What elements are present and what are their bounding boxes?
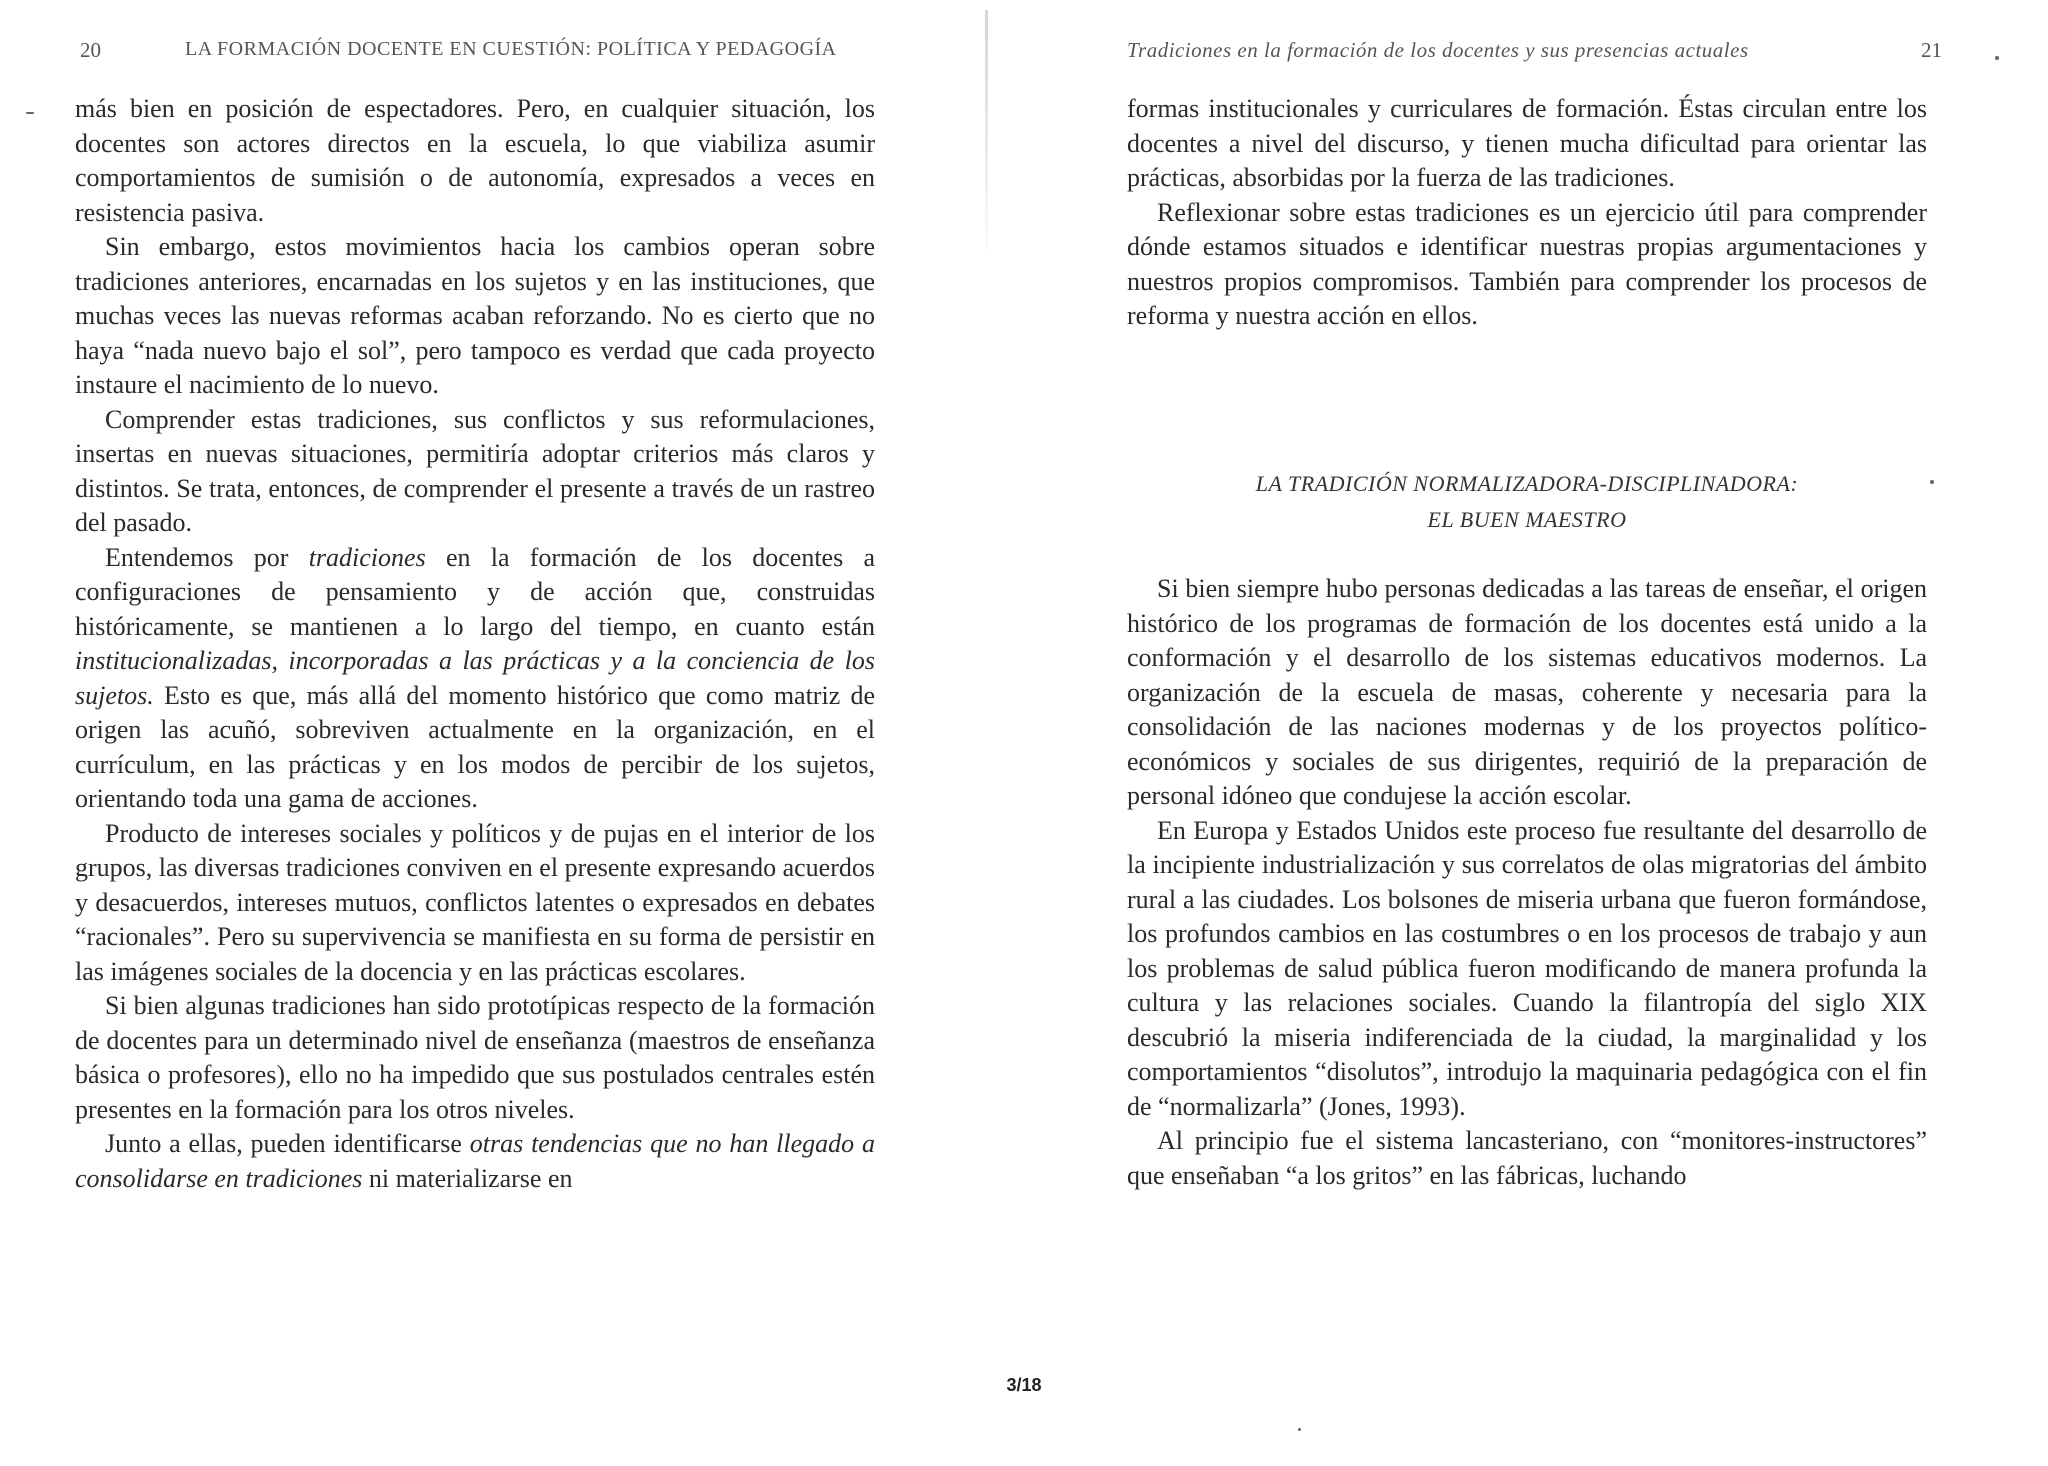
italic-phrase: otras tendencias que no han llegado a consolidarse en tradiciones — [75, 1129, 875, 1193]
text-run: Reflexionar sobre estas tradiciones es un ejercicio útil para comprender dónde estamos situados e identificar nuestras propias argumentaciones y nuestros propios compromisos. También para comprender los procesos de reforma y nuestra acción en ellos. — [1127, 197, 1927, 330]
text-run: Si bien algunas tradiciones han sido prototípicas respecto de la formación de docentes para un determinado nivel de enseñanza (maestros de enseñanza básica o profesores), ello no ha impedido que sus postulados centrales estén presentes en la formación para los otros niveles. — [75, 991, 875, 1124]
text-run: Si bien siempre hubo personas dedicadas a las tareas de enseñar, el origen histórico de los programas de formación de los docentes está unido a la conformación y el desarrollo de los sistemas educativos modernos. La organización de la escuela de masas, coherente y necesaria para la consolidación de las naciones modernas y de los proyectos político-económicos y sociales de sus dirigentes, requirió de la preparación de personal idóneo que condujese la acción escolar. — [1127, 574, 1927, 810]
italic-phrase: tradiciones — [308, 542, 426, 572]
right-running-head — [1127, 38, 1942, 68]
right-page-number: 21 — [1921, 38, 1942, 62]
text-run: Entendemos por — [105, 542, 309, 572]
section-heading-line1: LA TRADICIÓN NORMALIZADORA-DISCIPLINADORA: — [1255, 471, 1799, 496]
text-run: En Europa y Estados Unidos este proceso fue resultante del desarrollo de la incipiente industrialización y sus correlatos de olas migratorias del ámbito rural a las ciudades. Los bolsones de miseria urbana que fueron formándose, los profundos cambios en las costumbres o en los procesos de trabajo y aun los problemas de salud pública fueron modificando de manera profunda la cultura y las relaciones sociales. Cuando la filantropía del siglo XIX descubrió la miseria indiferenciada de la ciudad, la marginalidad y los comportamientos “disolutos”, introdujo la maquinaria pedagógica con el fin de “normalizarla” (Jones, 1993). — [1127, 815, 1927, 1121]
paragraph — [75, 403, 875, 541]
text-run: ni materializarse en — [362, 1163, 573, 1193]
paragraph — [75, 817, 875, 990]
text-run: Esto es que, más allá del momento histórico que como matriz de origen las acuñó, sobreviven actualmente en la organización, en el currículum, en las prácticas y en los modos de percibir de los sujetos, orientando toda una gama de acciones. — [75, 680, 875, 813]
paragraph — [1127, 1124, 1927, 1193]
paragraph — [75, 230, 875, 403]
paragraph — [75, 92, 875, 230]
text-run: Junto a ellas, pueden identificarse — [105, 1129, 470, 1158]
text-run: Sin embargo, estos movimientos hacia los cambios operan sobre tradiciones anteriores, encarnadas en los sujetos y en las instituciones, que muchas veces las nuevas reformas acaban reforzando. No es cierto que no haya “nada nuevo bajo el sol”, pero tampoco es verdad que cada proyecto instaure el nacimiento de lo nuevo. — [75, 232, 875, 399]
text-run: formas institucionales y curriculares de formación. Éstas circulan entre los docentes a nivel del discurso, y tienen mucha dificultad para orientar las prácticas, absorbidas por la fuerza de las tradiciones. — [1127, 94, 1927, 192]
section-heading-line2: EL BUEN MAESTRO — [1427, 507, 1627, 532]
paragraph — [75, 1127, 875, 1196]
text-run: Al principio fue el sistema lancasteriano, con “monitores-instructores” que enseñaban “a los gritos” en las fábricas, luchando — [1127, 1126, 1927, 1190]
paragraph — [1127, 196, 1927, 334]
paragraph — [1127, 814, 1927, 1125]
right-body-text-bottom — [1127, 572, 1927, 1193]
paragraph — [75, 541, 875, 817]
page-counter: 3/18 — [1006, 1375, 1042, 1395]
scan-speck — [1995, 56, 1999, 60]
text-run: en la formación de los docentes a configuraciones de pensamiento y de acción que, construidas históricamente, se mantienen a lo largo del tiempo, en cuanto están — [75, 542, 876, 641]
scan-speck — [1298, 1428, 1301, 1431]
book-gutter — [985, 10, 988, 250]
left-body-text — [75, 92, 875, 1196]
left-page-number: 20 — [80, 38, 101, 62]
scan-speck — [26, 112, 34, 114]
left-running-head — [75, 38, 875, 68]
section-heading — [1127, 466, 1927, 538]
paragraph — [75, 989, 875, 1127]
scan-speck — [1930, 480, 1934, 484]
right-running-head-text: Tradiciones en la formación de los docentes y sus presencias actuales — [1127, 38, 1749, 62]
italic-phrase: institucionalizadas, incorporadas a las prácticas y a la conciencia de los sujetos. — [75, 646, 875, 710]
paragraph — [1127, 572, 1927, 814]
right-body-text-top — [1127, 92, 1927, 334]
text-run: Producto de intereses sociales y políticos y de pujas en el interior de los grupos, las diversas tradiciones conviven en el presente expresando acuerdos y desacuerdos, intereses mutuos, conflictos latentes o expresados en debates “racionales”. Pero su supervivencia se manifiesta en su forma de persistir en las imágenes sociales de la docencia y en las prácticas escolares. — [75, 818, 875, 986]
left-running-head-text: LA FORMACIÓN DOCENTE EN CUESTIÓN: POLÍTICA Y PEDAGOGÍA — [185, 38, 837, 60]
paragraph — [1127, 92, 1927, 196]
text-run: Comprender estas tradiciones, sus conflictos y sus reformulaciones, insertas en nuevas situaciones, permitiría adoptar criterios más claros y distintos. Se trata, entonces, de comprender el presente a través de un rastreo del pasado. — [75, 404, 875, 537]
text-run: más bien en posición de espectadores. Pero, en cualquier situación, los docentes son actores directos en la escuela, lo que viabiliza asumir comportamientos de sumisión o de autonomía, expresados a veces en resistencia pasiva. — [75, 94, 875, 227]
